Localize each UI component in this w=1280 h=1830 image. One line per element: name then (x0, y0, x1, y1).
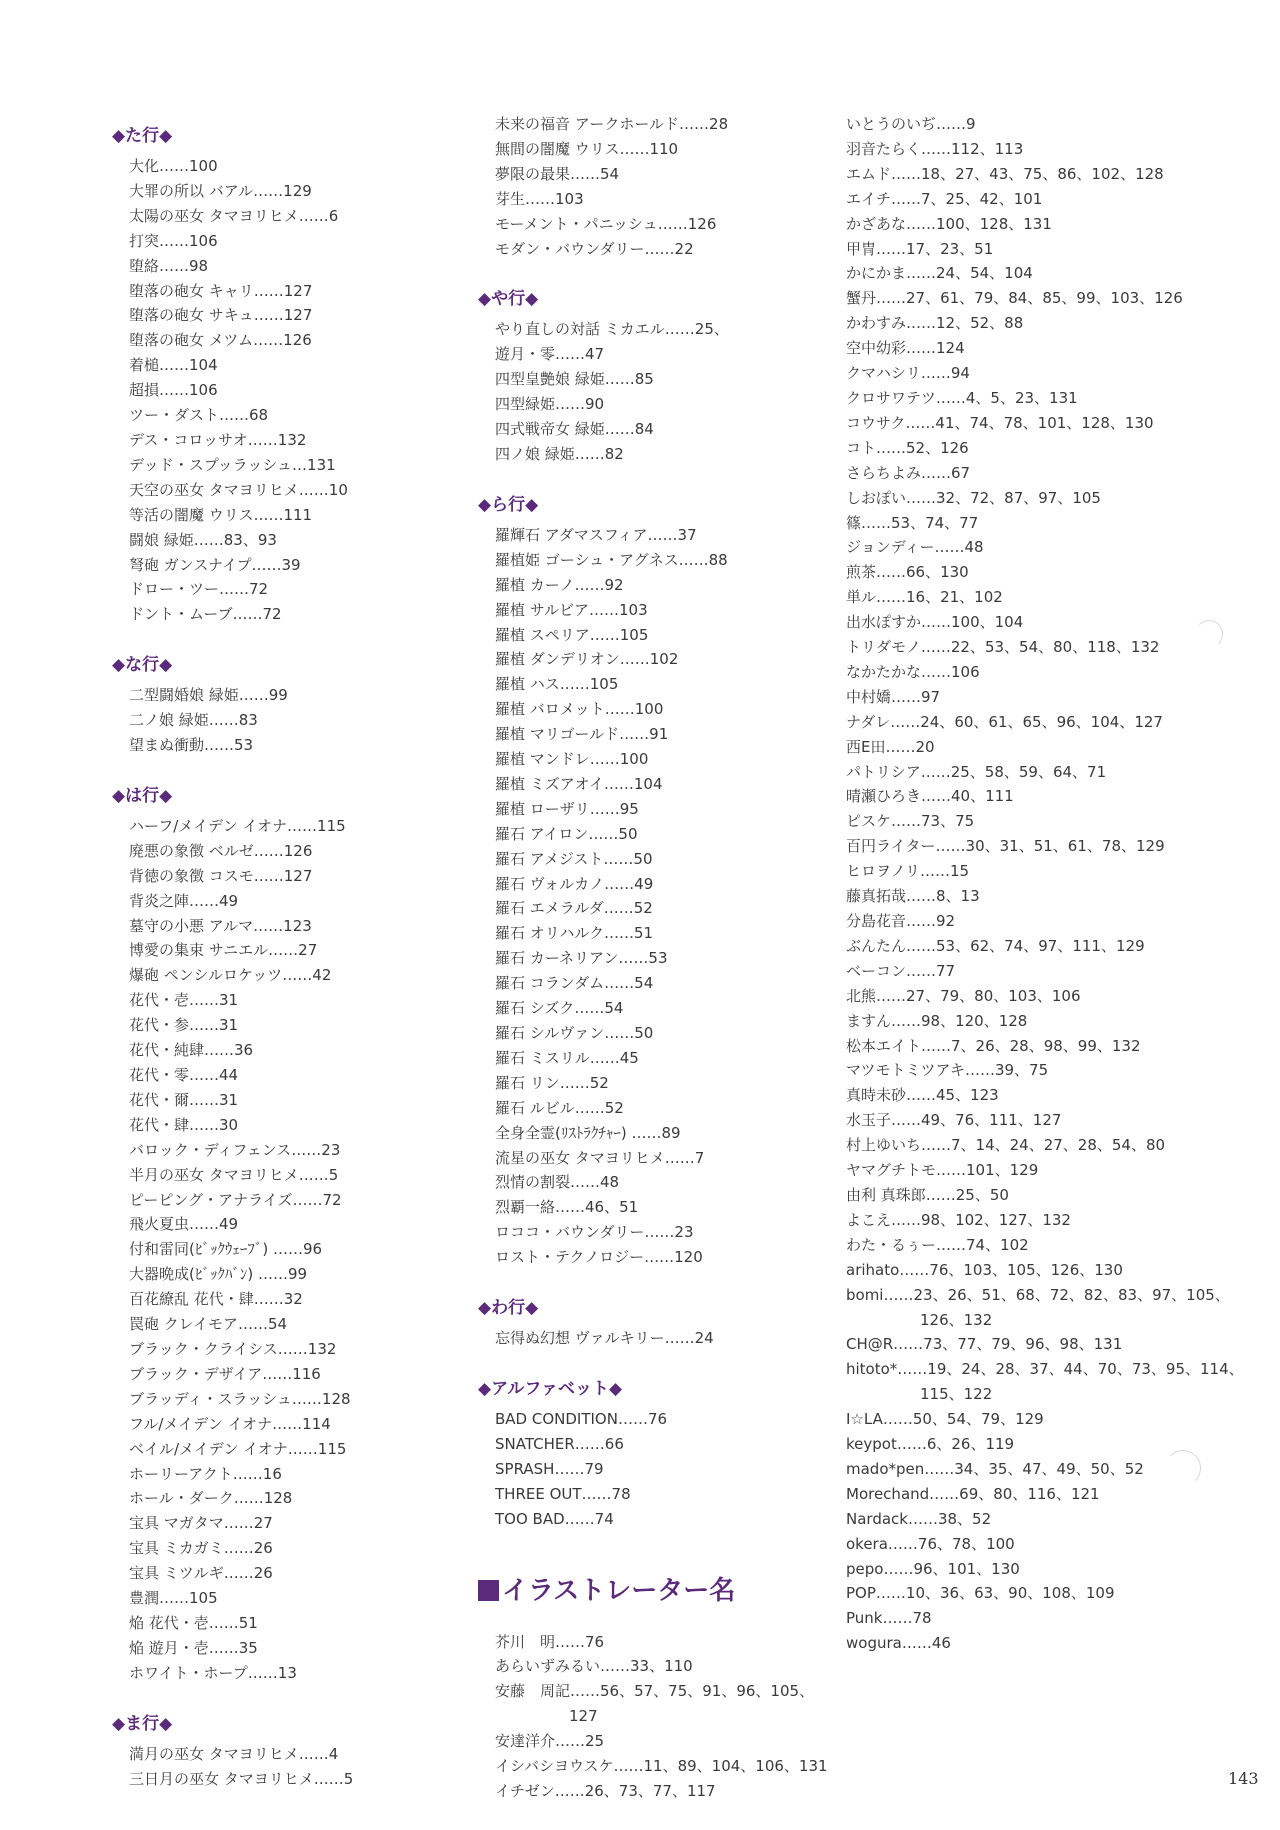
index-entry: CH@R……73、77、79、96、98、131 (846, 1335, 1123, 1354)
index-entry: 堕落の砲女 キャリ……127 (129, 281, 313, 300)
index-entry: ヒロヲノリ……15 (846, 862, 970, 881)
index-entry: ドント・ムーブ……72 (129, 605, 282, 624)
index-entry: ツー・ダスト……68 (129, 406, 269, 425)
index-section (112, 1712, 472, 1792)
index-entry: 四ノ娘 緑姫……82 (495, 444, 624, 463)
index-entry: Punk……78 (846, 1609, 932, 1628)
index-entry: ベイル/メイデン イオナ……115 (129, 1439, 347, 1458)
index-entry: 四型緑姫……90 (495, 395, 605, 414)
index-entry: Morechand……69、80、116、121 (846, 1484, 1100, 1503)
index-entry: 超損……106 (129, 381, 218, 400)
index-entry: 由利 真珠郎……25、50 (846, 1185, 1009, 1204)
index-entry: 二ノ娘 緑姫……83 (129, 711, 258, 730)
index-column-2 (478, 112, 838, 1804)
index-entry: ナダレ……24、60、61、65、96、104、127 (846, 712, 1163, 731)
index-entry: イシバシヨウスケ……11、89、104、106、131 (495, 1757, 828, 1776)
index-entry: デッド・スプッラッシュ…131 (129, 455, 336, 474)
index-entry: 四式戦帝女 緑姫……84 (495, 420, 654, 439)
section-heading: ◆アルファベット◆ (478, 1378, 623, 1399)
index-entry: バロック・ディフェンス……23 (129, 1140, 341, 1159)
index-entry: 羅石 ヴォルカノ……49 (495, 874, 654, 893)
index-entry: 宝具 ミツルギ……26 (129, 1564, 273, 1583)
index-entry: 百円ライター……30、31、51、61、78、129 (846, 837, 1165, 856)
index-entry: 羅石 シズク……54 (495, 999, 624, 1018)
index-entry: 夢限の最果……54 (495, 164, 620, 183)
section-entries (112, 154, 472, 627)
index-entry: 大罪の所以 バアル……129 (129, 181, 312, 200)
index-entry: 芽生……103 (495, 189, 584, 208)
index-entry: 羅植 サルビア……103 (495, 600, 648, 619)
index-entry: 花代・肆……30 (129, 1115, 239, 1134)
index-entry: 百花繚乱 花代・肆……32 (129, 1290, 303, 1309)
index-entry: ブラック・デザイア……116 (129, 1364, 321, 1383)
page-number: 143 (1228, 1769, 1259, 1788)
illustrator-entries (478, 1630, 838, 1804)
index-section (478, 112, 838, 261)
index-entry: ホーリーアクト……16 (129, 1464, 282, 1483)
index-entry: Nardack……38、52 (846, 1509, 992, 1528)
index-entry: 羅石 ミスリル……45 (495, 1048, 639, 1067)
index-entry: コウサク……41、74、78、101、128、130 (846, 413, 1154, 432)
index-entry: ぶんたん……53、62、74、97、111、129 (846, 936, 1145, 955)
index-entry: 花代・参……31 (129, 1016, 239, 1035)
index-section (112, 784, 472, 1686)
column-2-sections (478, 112, 838, 1532)
index-entry: エイチ……7、25、42、101 (846, 189, 1043, 208)
index-entry: 羅石 アメジスト……50 (495, 849, 653, 868)
section-entries (112, 814, 472, 1686)
index-section (112, 124, 472, 627)
index-entry: 羽音たらく……112、113 (846, 139, 1024, 158)
index-entry: 等活の闇魔 ウリス……111 (129, 505, 313, 524)
index-entry: なかたかな……106 (846, 662, 980, 681)
section-heading: ◆た行◆ (112, 126, 173, 146)
index-entry: ドロー・ツー……72 (129, 580, 269, 599)
index-entry: トリダモノ……22、53、54、80、118、132 (846, 638, 1160, 657)
index-entry: フル/メイデン イオナ……114 (129, 1414, 331, 1433)
index-entry: 羅石 コランダム……54 (495, 974, 654, 993)
section-entries (478, 523, 838, 1270)
index-entry: pepo……96、101、130 (846, 1559, 1020, 1578)
index-entry: 四型皇艶娘 緑姫……85 (495, 370, 654, 389)
index-entry: 無間の闇魔 ウリス……110 (495, 139, 679, 158)
index-section (478, 493, 838, 1270)
index-entry: 花代・壱……31 (129, 991, 239, 1010)
index-entry: 甲冑……17、23、51 (846, 239, 994, 258)
index-entry: 三日月の巫女 タマヨリヒメ……5 (129, 1769, 354, 1788)
index-entry: 烈覇一絡……46、51 (495, 1198, 639, 1217)
section-heading: ◆な行◆ (112, 655, 173, 676)
scan-artifact (1165, 1450, 1201, 1486)
illustrator-section-title: イラストレーター名 (478, 1574, 838, 1608)
index-entry: 羅石 アイロン……50 (495, 824, 638, 843)
index-entry: 羅植姫 ゴーシュ・アグネス……88 (495, 550, 728, 569)
illustrator-entries-continued (846, 112, 1266, 1656)
index-entry: 羅植 カーノ……92 (495, 575, 624, 594)
index-entry: かざあな……100、128、131 (846, 214, 1052, 233)
index-entry: 蟹丹……27、61、79、84、85、99、103、126 (846, 289, 1183, 308)
section-entries (112, 1742, 472, 1792)
section-heading: ◆ま行◆ (112, 1713, 173, 1734)
index-entry: ピーピング・アナライズ……72 (129, 1190, 342, 1209)
index-entry: さらちよみ……67 (846, 463, 971, 482)
section-entries (478, 317, 838, 466)
index-entry: 羅植 バロメット……100 (495, 700, 664, 719)
index-entry: わた・るぅー……74、102 (846, 1235, 1029, 1254)
index-entry: マツモトミツアキ……39、75 (846, 1061, 1049, 1080)
section-heading: ◆わ行◆ (478, 1298, 539, 1319)
index-entry: BAD CONDITION……76 (495, 1409, 668, 1428)
index-entry: ヤマグチトモ……101、129 (846, 1161, 1039, 1180)
index-entry: イチゼン……26、73、77、117 (495, 1781, 716, 1800)
index-entry: 堕絡……98 (129, 256, 209, 275)
index-entry: 真時未砂……45、123 (846, 1086, 999, 1105)
index-entry: 羅植 ダンデリオン……102 (495, 650, 679, 669)
index-column-3 (846, 112, 1266, 1656)
index-entry: SPRASH……79 (495, 1459, 604, 1478)
index-entry: クマハシリ……94 (846, 364, 970, 383)
index-entry: 半月の巫女 タマヨリヒメ……5 (129, 1165, 339, 1184)
index-entry: 単ル……16、21、102 (846, 588, 1003, 607)
index-entry: 二型闘婚娘 緑姫……99 (129, 686, 288, 705)
index-entry: 羅石 オリハルク……51 (495, 924, 654, 943)
index-entry: 安藤 周記……56、57、75、91、96、105、127 (495, 1682, 815, 1726)
index-entry: かにかま……24、54、104 (846, 264, 1033, 283)
index-entry: 羅石 エメラルダ……52 (495, 899, 653, 918)
index-entry: 松本エイト……7、26、28、98、99、132 (846, 1036, 1141, 1055)
index-entry: 太陽の巫女 タマヨリヒメ……6 (129, 206, 339, 225)
index-entry: POP……10、36、63、90、108、109 (846, 1584, 1115, 1603)
index-entry: 未来の福音 アークホールド……28 (495, 115, 729, 133)
index-entry: ホワイト・ホープ……13 (129, 1663, 297, 1682)
index-entry: かわすみ……12、52、88 (846, 314, 1024, 333)
scan-artifact (1195, 620, 1223, 648)
index-entry: 焔 花代・壱……51 (129, 1613, 258, 1632)
section-entries (478, 112, 838, 261)
section-heading: ◆ら行◆ (478, 494, 539, 515)
index-entry: 爆砲 ペンシルロケッツ……42 (129, 966, 332, 985)
index-entry: デス・コロッサオ……132 (129, 430, 307, 449)
index-entry: bomi……23、26、51、68、72、82、83、97、105、126、132 (846, 1285, 1230, 1329)
index-entry: 遊月・零……47 (495, 345, 605, 364)
index-entry: 篠……53、74、77 (846, 513, 979, 532)
index-entry: 空中幼彩……124 (846, 339, 965, 358)
index-entry: いとうのいぢ……9 (846, 115, 976, 133)
index-entry: ベーコン……77 (846, 961, 956, 980)
index-entry: ますん……98、120、128 (846, 1011, 1028, 1030)
index-entry: 羅植 マリゴールド……91 (495, 725, 669, 744)
index-entry: ロココ・バウンダリー……23 (495, 1223, 694, 1242)
index-entry: 堕落の砲女 サキュ……127 (129, 306, 313, 325)
index-entry: ロスト・テクノロジー……120 (495, 1248, 703, 1267)
index-entry: 宝具 ミカガミ……26 (129, 1539, 273, 1558)
index-entry: 望まぬ衝動……53 (129, 736, 254, 755)
index-entry: 羅植 マンドレ……100 (495, 750, 649, 769)
index-entry: 羅植 ローザリ……95 (495, 799, 639, 818)
index-entry: クロサワテツ……4、5、23、131 (846, 388, 1078, 407)
index-entry: 北熊……27、79、80、103、106 (846, 986, 1081, 1005)
index-entry: 烈情の割裂……48 (495, 1173, 620, 1192)
index-entry: ブラッディ・スラッシュ……128 (129, 1389, 351, 1408)
index-entry: やり直しの対話 ミカエル……25、 (495, 320, 729, 339)
index-entry: 羅植 ハス……105 (495, 675, 619, 694)
index-entry: 羅輝石 アダマスフィア……37 (495, 525, 697, 544)
section-entries (478, 1326, 838, 1351)
index-entry: エムド……18、27、43、75、86、102、128 (846, 164, 1164, 183)
index-entry: 飛火夏虫……49 (129, 1215, 239, 1234)
section-heading: ◆は行◆ (112, 785, 173, 806)
index-entry: 堕落の砲女 メツム……126 (129, 331, 312, 350)
index-entry: 打突……106 (129, 231, 218, 250)
index-entry: 豊潤……105 (129, 1589, 218, 1608)
index-entry: 芥川 明……76 (495, 1632, 605, 1651)
index-entry: 大化……100 (129, 157, 218, 175)
index-entry: 分島花音……92 (846, 912, 956, 930)
index-section (112, 653, 472, 758)
index-entry: 羅石 ルビル……52 (495, 1098, 624, 1117)
index-entry: ハーフ/メイデン イオナ……115 (129, 816, 346, 835)
index-entry: モーメント・パニッシュ……126 (495, 214, 717, 233)
index-column-1 (112, 124, 472, 1817)
section-heading: ◆や行◆ (478, 289, 539, 310)
index-entry: 羅石 カーネリアン……53 (495, 949, 668, 968)
index-section (478, 1377, 838, 1532)
index-entry: 宝具 マガタマ……27 (129, 1514, 273, 1533)
index-entry: 中村嬌……97 (846, 687, 941, 706)
index-entry: TOO BAD……74 (495, 1509, 614, 1528)
index-entry: ジョンディー……48 (846, 538, 984, 557)
index-entry: 闘娘 緑姫……83、93 (129, 530, 277, 549)
index-section (478, 1296, 838, 1351)
index-entry: モダン・バウンダリー……22 (495, 239, 694, 258)
index-entry: 晴瀬ひろき……40、111 (846, 787, 1014, 806)
index-entry: THREE OUT……78 (495, 1484, 631, 1503)
section-entries (478, 1407, 838, 1532)
index-entry: 羅石 リン……52 (495, 1073, 609, 1092)
index-section (478, 287, 838, 466)
index-entry: 罠砲 クレイモア……54 (129, 1315, 288, 1334)
index-entry: パトリシア……25、58、59、64、71 (846, 762, 1107, 781)
index-entry: 付和雷同(ﾋﾞｯｸｳｪｰﾌﾞ) ……96 (129, 1240, 323, 1259)
index-entry: 藤真拓哉……8、13 (846, 887, 980, 906)
index-entry: wogura……46 (846, 1634, 951, 1653)
index-entry: 墓守の小悪 アルマ……123 (129, 916, 312, 935)
index-entry: 満月の巫女 タマヨリヒメ……4 (129, 1744, 339, 1763)
index-entry: よこえ……98、102、127、132 (846, 1210, 1071, 1229)
index-entry: 安達洋介……25 (495, 1732, 605, 1751)
index-entry: あらいずみるい……33、110 (495, 1657, 693, 1676)
index-entry: 廃悪の象徴 ベルゼ……126 (129, 841, 313, 860)
index-entry: SNATCHER……66 (495, 1434, 624, 1453)
index-entry: 背徳の象徴 コスモ……127 (129, 866, 313, 885)
index-entry: 流星の巫女 タマヨリヒメ……7 (495, 1148, 705, 1167)
index-entry: 西E田……20 (846, 737, 935, 756)
section-entries (112, 683, 472, 758)
index-entry: 博愛の集束 サニエル……27 (129, 941, 318, 960)
index-entry: I☆LA……50、54、79、129 (846, 1410, 1044, 1429)
index-entry: ピスケ……73、75 (846, 812, 975, 831)
index-entry: 焔 遊月・壱……35 (129, 1638, 258, 1657)
index-entry: 大器晩成(ﾋﾞｯｸﾊﾞﾝ) ……99 (129, 1265, 308, 1284)
index-entry: コト……52、126 (846, 438, 969, 457)
index-entry: 村上ゆいち……7、14、24、27、28、54、80 (846, 1136, 1166, 1155)
index-entry: mado*pen……34、35、47、49、50、52 (846, 1459, 1144, 1478)
index-entry: 羅石 シルヴァン……50 (495, 1024, 654, 1042)
index-entry: 羅植 ミズアオイ……104 (495, 774, 663, 793)
index-entry: 天空の巫女 タマヨリヒメ……10 (129, 480, 348, 499)
index-entry: 全身全霊(ﾘｽﾄﾗｸﾁｬｰ) ……89 (495, 1123, 681, 1142)
index-entry: ブラック・クライシス……132 (129, 1339, 337, 1358)
index-entry: 背炎之陣……49 (129, 891, 239, 910)
index-entry: 忘得ぬ幻想 ヴァルキリー……24 (495, 1329, 714, 1348)
index-entry: okera……76、78、100 (846, 1534, 1015, 1553)
index-entry: keypot……6、26、119 (846, 1435, 1015, 1454)
index-entry: arihato……76、103、105、126、130 (846, 1260, 1123, 1279)
index-entry: 羅植 スペリア……105 (495, 625, 649, 644)
index-entry: 花代・純肆……36 (129, 1041, 254, 1060)
index-entry: 花代・零……44 (129, 1066, 239, 1084)
index-entry: hitoto*……19、24、28、37、44、70、73、95、114、115、122 (846, 1360, 1244, 1404)
index-entry: 着槌……104 (129, 356, 218, 375)
index-entry: 煎茶……66、130 (846, 563, 969, 582)
index-entry: 花代・爾……31 (129, 1090, 239, 1109)
index-entry: 弩砲 ガンスナイプ……39 (129, 555, 301, 574)
index-entry: 水玉子……49、76、111、127 (846, 1111, 1062, 1130)
index-entry: ホール・ダーク……128 (129, 1489, 293, 1508)
index-entry: しおぽい……32、72、87、97、105 (846, 488, 1101, 507)
index-entry: 出水ぽすか……100、104 (846, 613, 1024, 632)
